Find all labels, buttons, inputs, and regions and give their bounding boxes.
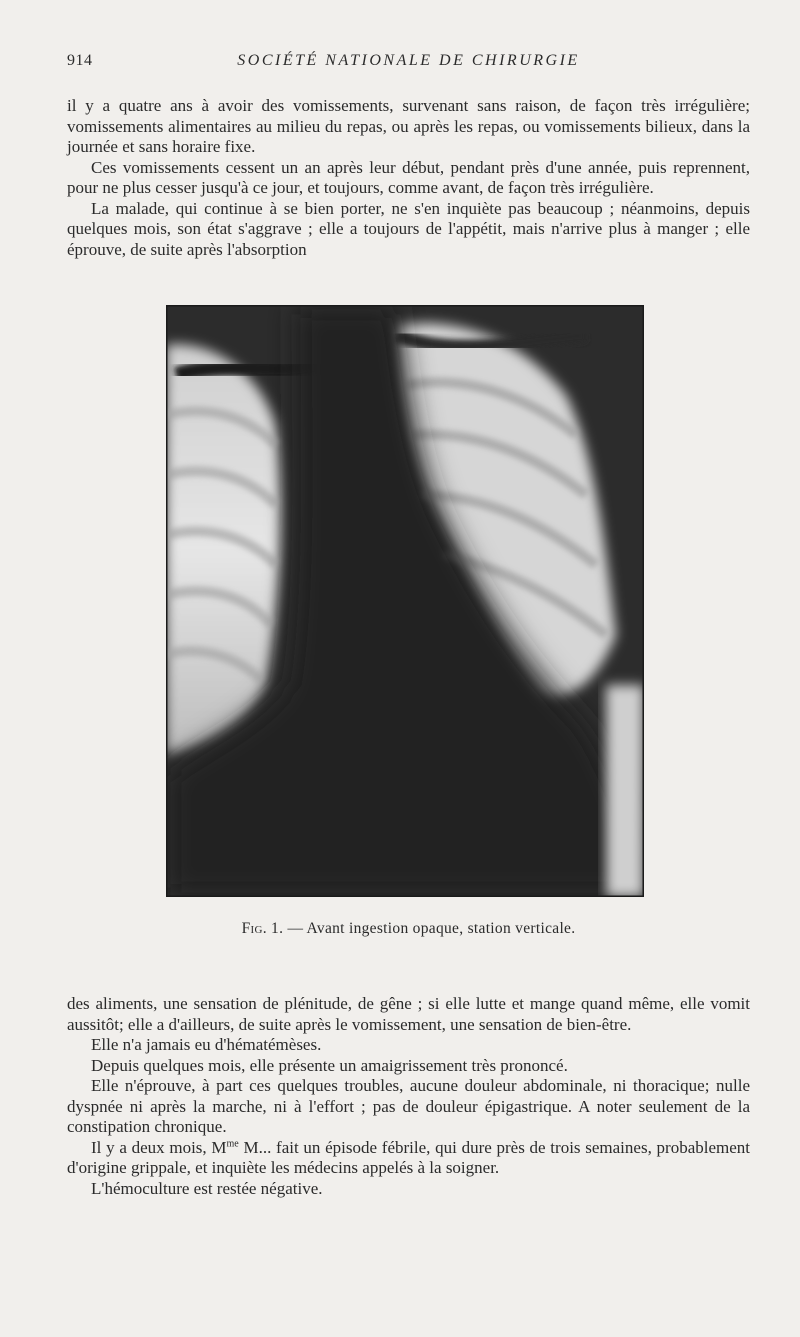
chest-xray-image: [166, 305, 644, 897]
body-text-bottom: [67, 994, 750, 1199]
paragraph: Elle n'éprouve, à part ces quelques troubles, aucune douleur abdominale, ni thoracique; nulle dyspnée ni après la marche, ni à l'effort ; pas de douleur épigastrique. A noter seulement de la constipation chronique.: [67, 1076, 750, 1136]
journal-title: SOCIÉTÉ NATIONALE DE CHIRURGIE: [237, 52, 580, 69]
paragraph: La malade, qui continue à se bien porter, ne s'en inquiète pas beaucoup ; néanmoins, depuis quelques mois, son état s'aggrave ; elle a toujours de l'appétit, mais n'arrive plus à manger ; elle éprouve, de suite après l'absorption: [67, 198, 750, 259]
paragraph: Elle n'a jamais eu d'hématémèses.: [91, 1035, 322, 1054]
paragraph: Ces vomissements cessent un an après leur début, pendant près d'une année, puis reprennent, pour ne plus cesser jusqu'à ce jour, et toujours, comme avant, de façon très irrégulière.: [67, 157, 750, 197]
figure-caption: [67, 920, 750, 938]
text-run: Il y a deux mois, M: [91, 1137, 227, 1157]
paragraph: il y a quatre ans à avoir des vomissements, survenant sans raison, de façon très irrégulière; vomissements alimentaires au milieu du repas, ou après les repas, ou vomissements bilieux, dans la journée et sans horaire fixe.: [67, 96, 750, 156]
paragraph: [67, 1138, 750, 1179]
superscript: me: [226, 1137, 239, 1149]
xray-figure: [166, 305, 644, 897]
page-number: 914: [67, 52, 93, 69]
figure-caption-text: — Avant ingestion opaque, station verticale.: [283, 920, 576, 937]
text-run: M... fait un épisode fébrile, qui dure près de trois semaines, probablement d'origine grippale, et inquiète les médecins appelés à la soigner.: [67, 1137, 751, 1177]
body-text-top: [67, 96, 750, 260]
paragraph: L'hémoculture est restée négative.: [91, 1178, 323, 1198]
paragraph: Depuis quelques mois, elle présente un amaigrissement très prononcé.: [91, 1055, 568, 1075]
paragraph: des aliments, une sensation de plénitude, de gêne ; si elle lutte et mange quand même, elle vomit aussitôt; elle a d'ailleurs, de suite après le vomissement, une sensation de bien-être.: [67, 994, 750, 1034]
figure-label: Fig. 1.: [241, 920, 284, 937]
running-head: [67, 52, 750, 76]
